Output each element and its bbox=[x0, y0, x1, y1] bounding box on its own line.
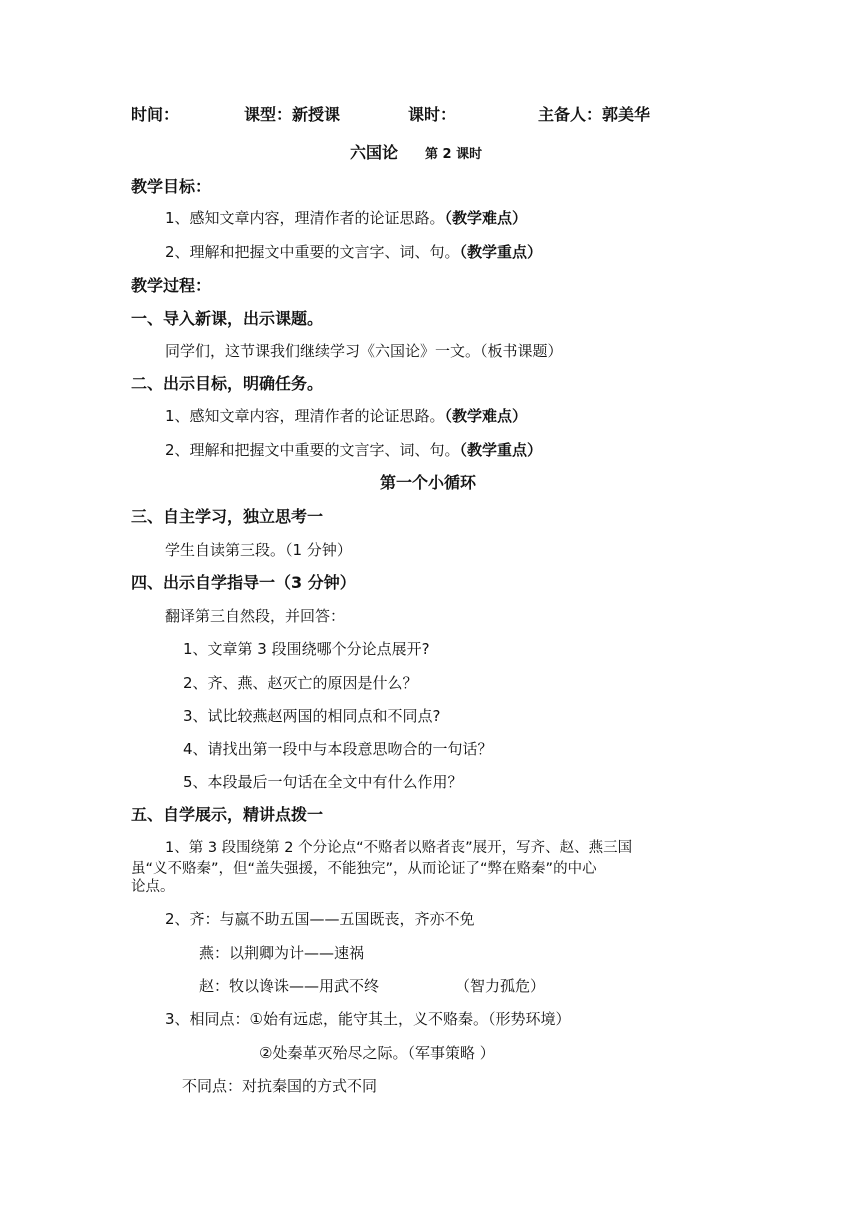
section-2-item-2-tag: （教学重点） bbox=[459, 441, 543, 459]
section-2-title: 二、出示目标，明确任务。 bbox=[131, 374, 324, 393]
goal-item-1-tag: （教学难点） bbox=[444, 209, 528, 227]
cycle-title: 第一个小循环 bbox=[380, 473, 477, 492]
lesson-title: 六国论 bbox=[350, 143, 399, 162]
section-2-item-1-tag: （教学难点） bbox=[444, 407, 528, 425]
period-label: 课时： bbox=[408, 105, 457, 124]
section-4-title: 四、出示自学指导一（3 分钟） bbox=[131, 573, 356, 592]
section-5-qi: 2、齐：与嬴不助五国——五国既丧，齐亦不免 bbox=[165, 910, 475, 928]
question-1: 1、文章第 3 段围绕哪个分论点展开? bbox=[183, 640, 430, 658]
question-2: 2、齐、燕、赵灭亡的原因是什么？ bbox=[183, 674, 418, 692]
goals-heading: 教学目标： bbox=[131, 177, 212, 196]
goal-item-2-text: 2、理解和把握文中重要的文言字、词、句。 bbox=[165, 243, 460, 261]
section-3-text: 学生自读第三段。（1 分钟） bbox=[165, 541, 352, 559]
section-2-item-2 bbox=[165, 440, 542, 460]
section-2-item-1-text: 1、感知文章内容，理清作者的论证思路。 bbox=[165, 407, 445, 425]
question-5: 5、本段最后一句话在全文中有什么作用？ bbox=[183, 773, 463, 791]
question-3: 3、试比较燕赵两国的相同点和不同点? bbox=[183, 707, 441, 725]
section-5-zhao: 赵：牧以谗诛——用武不终 bbox=[199, 977, 380, 995]
process-heading: 教学过程： bbox=[131, 276, 212, 295]
section-1-title: 一、导入新课，出示课题。 bbox=[131, 309, 324, 328]
section-5-para-1-line-3: 论点。 bbox=[131, 879, 175, 895]
section-3-title: 三、自主学习，独立思考一 bbox=[131, 507, 324, 526]
section-5-same-line-1: 3、相同点：①始有远虑，能守其土，义不赂秦。（形势环境） bbox=[165, 1010, 571, 1028]
section-1-text: 同学们，这节课我们继续学习《六国论》一文。（板书课题） bbox=[165, 342, 563, 360]
section-5-para-1-line-2: 虽“义不赂秦”，但“盖失强援，不能独完”，从而论证了“弊在赂秦”的中心 bbox=[131, 861, 597, 877]
section-5-same-line-2: ②处秦革灭殆尽之际。（军事策略 ） bbox=[259, 1044, 495, 1062]
goal-item-2-tag: （教学重点） bbox=[459, 243, 543, 261]
section-2-item-2-text: 2、理解和把握文中重要的文言字、词、句。 bbox=[165, 441, 460, 459]
section-5-different: 不同点：对抗秦国的方式不同 bbox=[182, 1077, 378, 1095]
goal-item-2 bbox=[165, 242, 542, 262]
lesson-type-label: 课型：新授课 bbox=[244, 105, 341, 124]
section-5-yan: 燕：以荆卿为计——速祸 bbox=[199, 944, 365, 962]
question-4: 4、请找出第一段中与本段意思吻合的一句话？ bbox=[183, 740, 493, 758]
header-row bbox=[0, 105, 860, 127]
lesson-period: 第 2 课时 bbox=[425, 147, 483, 162]
time-label: 时间： bbox=[131, 105, 180, 124]
section-2-item-1 bbox=[165, 406, 527, 426]
section-5-zhao-note: （智力孤危） bbox=[455, 977, 546, 995]
goal-item-1 bbox=[165, 208, 527, 228]
section-5-para-1-line-1: 1、第 3 段围绕第 2 个分论点“不赂者以赂者丧”展开，写齐、赵、燕三国 bbox=[165, 840, 633, 856]
goal-item-1-text: 1、感知文章内容，理清作者的论证思路。 bbox=[165, 209, 445, 227]
section-5-title: 五、自学展示，精讲点拨一 bbox=[131, 805, 324, 824]
section-4-intro: 翻译第三自然段，并回答： bbox=[165, 607, 346, 625]
preparer-label: 主备人：郭美华 bbox=[538, 105, 651, 124]
